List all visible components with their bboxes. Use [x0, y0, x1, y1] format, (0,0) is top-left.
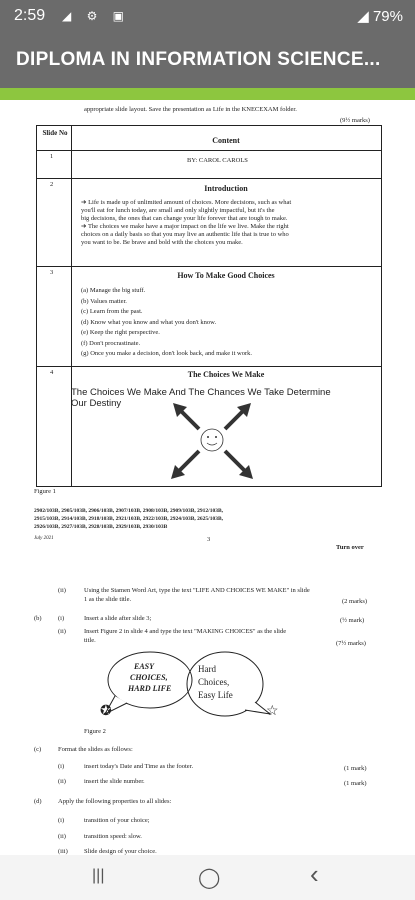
home-button[interactable]: ◯: [198, 867, 221, 889]
arrow-up-right-icon: [225, 411, 243, 429]
status-bar: [0, 0, 415, 34]
col-content-header: Content: [212, 136, 240, 145]
document-title: DIPLOMA IN INFORMATION SCIENCE...: [16, 49, 381, 70]
intro-marks: (9½ marks): [340, 117, 370, 124]
app-bar: [0, 34, 415, 88]
recent-apps-button[interactable]: |||: [92, 867, 105, 884]
figure1-caption: Figure 1: [34, 488, 56, 495]
smiley-arrows-diagram: [157, 397, 267, 482]
intro-line: appropriate slide layout. Save the presentation as Life in the KNECEXAM folder.: [84, 106, 297, 113]
arrow-down-right-icon: [225, 451, 245, 471]
slide4-text-line1: The Choices We Make And The Chances We Take Determine: [71, 387, 331, 398]
arrow-up-left-icon: [181, 411, 199, 429]
slide4-text-line2: Our Destiny: [71, 398, 122, 409]
navigation-bar: [0, 855, 415, 900]
slides-table: [36, 125, 382, 487]
accent-bar: [0, 88, 415, 100]
table-row: 4 The Choices We Make The Choices We Make And The Chances We Take Determine Our Destiny: [37, 366, 381, 487]
document-page[interactable]: appropriate slide layout. Save the presentation as Life in the KNECEXAM folder. (9½ marks) Slide No Content 1 BY: CAROL CAROLS 2 Introduction ➔ Life is made up of unlimited amount of choices. More decisions, such as what you'll eat for lunch today, are small and only slightly impactful, but it's the big decisions, the ones that can change your life forever that are tough to make. ➔ The choices we make have a major impact on the life we live. Make the right choices on a daily basis so that you may live an authentic life that is true to who you want to be. Be brave and bold with the choices you make. 3 How To Make Good Choices (a) Manage the big stuff. (b) Values matter. (c) Learn from the past. (d) Know what you know and what you don't know. (e) Keep the right perspective. (f) Don't procrastinate. (g) Once you make a decision, don't look back, and make it work. 4 The Choices We Make The Choices We Make And The Chances We Take Determine Our Destiny Figure 1 2902/103B, 2905/103B, 2906/103B, 2907/103B, 2908/103B, 2909/103B, 2912/103B, 2915/103B, 2914/103B, 2918/103B, 2921/103B, 2922/103B, 2924/103B, 2625/103B, 2926/103B, 2927/103B, 2928/103B, 2929/103B, 2930/103B July 2021 3 Turn over (ii) Using the Stamen Word Art, type the text "LIFE AND CHOICES WE MAKE" in slide 1 as the slide title. (2 marks) (b) (i) Insert a slide after slide 3; (½ mark) (ii) Insert Figure 2 in slide 4 and type the text "MAKING CHOICES" as the slide title. (7½ marks) EASY CHOICES, HARD LIFE Hard Choices, Easy Life ✪ ☆ Figure 2 (c) Format the slides as follows: (i) insert today's Date and Time as the footer. (1 mark) (ii) insert the slide number. (1 mark) (d) Apply the following properties to all slides: (i) transition of your choice; (ii) transition speed: slow. (iii) Slide design of your choice.: [0, 100, 415, 855]
battery-indicator: ◢ 79%: [357, 8, 403, 25]
smiley-icon: [201, 429, 223, 451]
figure2-caption: Figure 2: [84, 728, 106, 735]
table-row: 3 How To Make Good Choices (a) Manage the big stuff. (b) Values matter. (c) Learn from the past. (d) Know what you know and what you don't know. (e) Keep the right perspective. (f) Don't procrastinate. (g) Once you make a decision, don't look back, and make it work.: [37, 266, 381, 367]
star-icon: ☆: [266, 704, 279, 719]
notification-icons: ◢ ⚙ ▣: [62, 9, 130, 23]
table-row: 1 BY: CAROL CAROLS: [37, 150, 381, 179]
col-slide-header: Slide No: [42, 129, 68, 137]
status-time: 2:59: [14, 7, 46, 24]
figure2-bubbles: [95, 648, 295, 728]
table-row: 2 Introduction ➔ Life is made up of unlimited amount of choices. More decisions, such as what you'll eat for lunch today, are small and only slightly impactful, but it's the big decisions, the ones that can change your life forever that are tough to make. ➔ The choices we make have a major impact on the life we live. Make the right choices on a daily basis so that you may live an authentic life that is true to who you want to be. Be brave and bold with the choices you make.: [37, 178, 381, 267]
arrow-down-left-icon: [179, 451, 199, 471]
back-button[interactable]: ‹: [310, 859, 319, 889]
star-badge-icon: ✪: [100, 704, 112, 719]
